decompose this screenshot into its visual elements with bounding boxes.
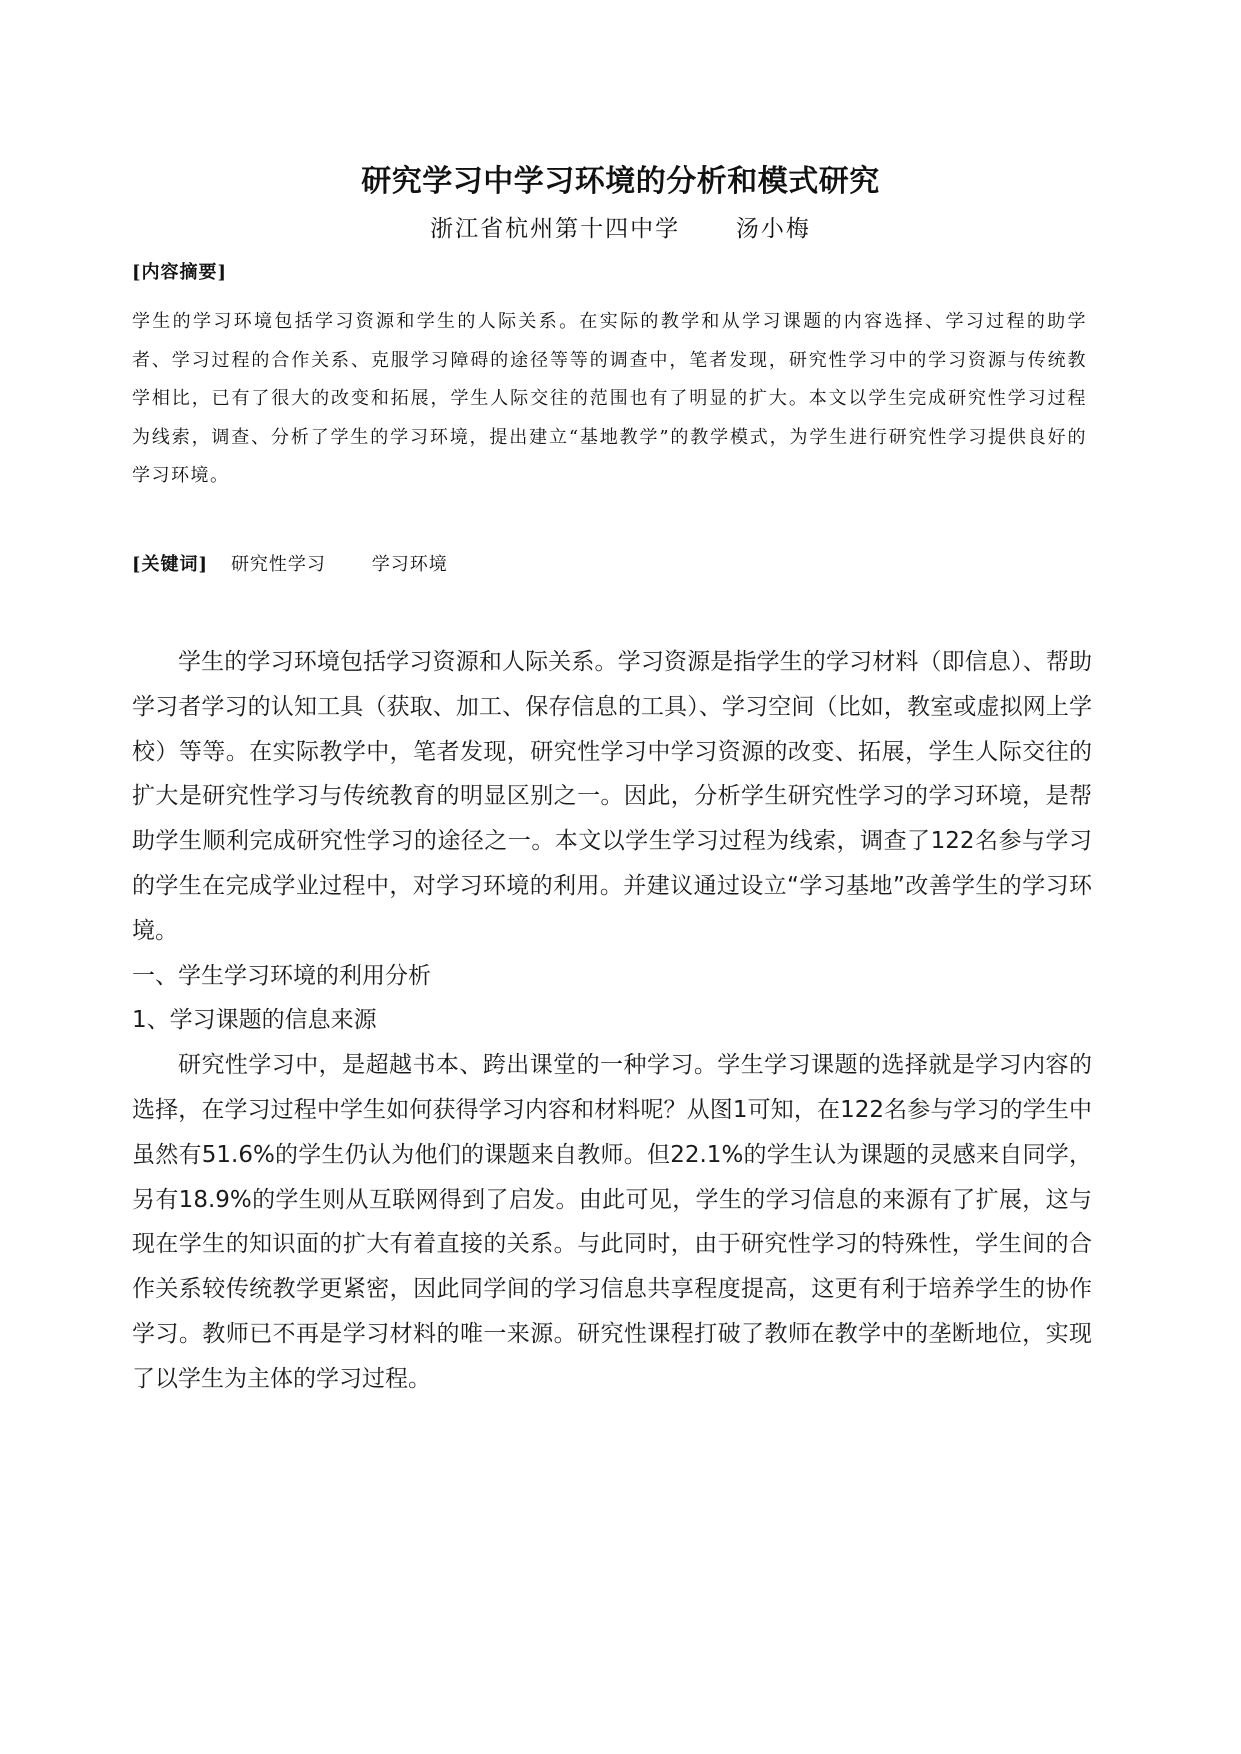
intro-paragraph: 学生的学习环境包括学习资源和人际关系。学习资源是指学生的学习材料（即信息）、帮助学习者学习的认知工具（获取、加工、保存信息的工具）、学习空间（比如，教室或虚拟网上学校）等等。在实际教学中，笔者发现，研究性学习中学习资源的改变、拓展，学生人际交往的扩大是研究性学习与传统教育的明显区别之一。因此，分析学生研究性学习的学习环境，是帮助学生顺利完成研究性学习的途径之一。本文以学生学习过程为线索，调查了122名参与学习的学生在完成学业过程中，对学习环境的利用。并建议通过设立“学习基地”改善学生的学习环境。 — [132, 649, 1092, 944]
section-heading: 一、学生学习环境的利用分析 — [132, 962, 431, 989]
subsection-paragraph: 研究性学习中，是超越书本、跨出课堂的一种学习。学生学习课题的选择就是学习内容的选择，在学习过程中学生如何获得学习内容和材料呢？从图1可知，在122名参与学习的学生中虽然有51.6%的学生仍认为他们的课题来自教师。但22.1%的学生认为课题的灵感来自同学，另有18.9%的学生则从互联网得到了启发。由此可见，学生的学习信息的来源有了扩展，这与现在学生的知识面的扩大有着直接的关系。与此同时，由于研究性学习的特殊性，学生间的合作关系较传统教学更紧密，因此同学间的学习信息共享程度提高，这更有利于培养学生的协作学习。教师已不再是学习材料的唯一来源。研究性课程打破了教师在教学中的垄断地位，实现了以学生为主体的学习过程。 — [132, 1052, 1092, 1392]
keyword-item: 研究性学习 — [230, 554, 326, 575]
keyword-item: 学习环境 — [371, 554, 448, 575]
keywords-label: [关键词] — [132, 554, 209, 575]
author-line: 浙江省杭州第十四中学 汤小梅 — [430, 216, 811, 242]
document-title: 研究学习中学习环境的分析和模式研究 — [361, 164, 880, 199]
keywords-line — [132, 550, 448, 580]
subsection-heading: 1、学习课题的信息来源 — [132, 1007, 377, 1034]
body-text — [132, 640, 1092, 1402]
abstract-heading: [内容摘要] — [132, 262, 228, 283]
abstract-text: 学生的学习环境包括学习资源和学生的人际关系。在实际的教学和从学习课题的内容选择、学习过程的助学者、学习过程的合作关系、克服学习障碍的途径等等的调查中，笔者发现，研究性学习中的学习资源与传统教学相比，已有了很大的改变和拓展，学生人际交往的范围也有了明显的扩大。本文以学生完成研究性学习过程为线索，调查、分析了学生的学习环境，提出建立“基地教学”的教学模式，为学生进行研究性学习提供良好的学习环境。 — [132, 311, 1087, 486]
